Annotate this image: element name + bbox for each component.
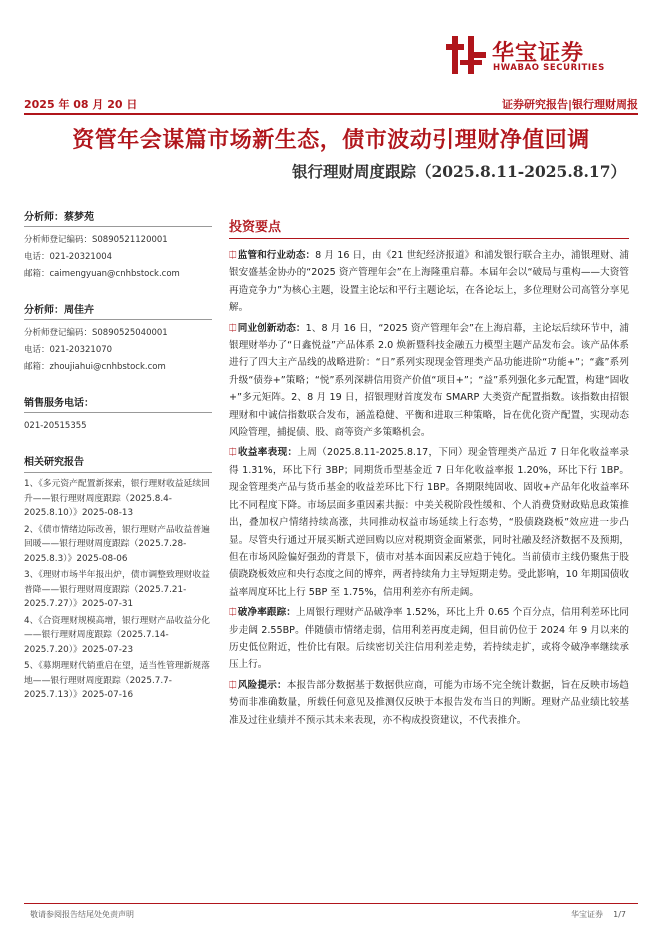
page-number: 1/7	[613, 910, 626, 919]
bullet-icon: ⎅	[229, 679, 237, 691]
analyst-name: 分析师：蔡梦苑	[24, 208, 212, 227]
paragraph-lead: 同业创新动态：	[237, 322, 306, 334]
analyst-reg-code: 分析师登记编码：S0890525040001	[24, 328, 168, 338]
paragraph-risk	[229, 677, 629, 729]
section-heading: 投资要点	[229, 216, 629, 239]
analyst-phone: 电话：021-20321004	[24, 252, 113, 262]
related-reports-title: 相关研究报告	[24, 453, 212, 473]
paragraph-regulation	[229, 247, 629, 317]
related-report-item[interactable]: 3、《理财市场半年报出炉，债市调整致理财收益普降——银行理财周度跟踪（2025.7.21-2025.7.27）》2025-07-31	[24, 570, 210, 609]
footer-divider	[24, 903, 638, 904]
analyst-block	[24, 301, 212, 376]
paragraph-text: 本报告部分数据基于数据供应商，可能为市场不完全统计数据，旨在反映市场趋势而非准确数量，所载任何意见及推测仅反映于本报告发布当日的判断。理财产品业绩比较基准及过往业绩并不预示其未来表现，亦不构成投资建议，不代表推介。	[229, 679, 630, 726]
report-date: 2025 年 08 月 20 日	[24, 98, 138, 111]
related-report-item[interactable]: 1、《多元资产配置新探索，银行理财收益延续回升——银行理财周度跟踪（2025.8.4-2025.8.10）》2025-08-13	[24, 479, 210, 518]
footer-company: 华宝证券	[570, 910, 603, 919]
paragraph-text: 8 月 16 日，由《21 世纪经济报道》和浦发银行联合主办，浦银理财、浦银安盛基金协办的“2025 资产管理年会”在上海隆重启幕。本届年会以“破局与重构——大资管再造竞争力”为核心主题，设置主论坛和平行主题论坛，在各论坛上，多位理财公司高管分享见解。	[229, 250, 630, 314]
main-content	[229, 216, 629, 732]
report-subtitle: 银行理财周度跟踪（2025.8.11-2025.8.17）	[291, 162, 626, 181]
logo-en-text: HWABAO SECURITIES	[493, 63, 605, 73]
paragraph-text: 上周（2025.8.11-2025.8.17，下同）现金管理类产品近 7 日年化收益率录得 1.31%，环比下行 3BP；同期货币型基金近 7 日年化收益率报 1.20%，环比下行 1BP。现金管理类产品与货币基金的收益差环比下行 1BP。各期限纯固收、固收+产品年化收益率环比不同程度下降。市场层面多重因素共振：中美关税阶段性缓和、个人消费贷财政贴息政策推出，叠加权户情绪持续高涨，共同推动权益市场延续上行态势，“股债跷跷板”效应进一步凸显。尽管央行通过开展买断式逆回购以应对税期资金面紧张，同时社融及经济数据不及预期，但在市场风险偏好强劲的背景下，债市对基本面因素反应趋于钝化。当前债市主线仍聚焦于股债跷跷板效应和央行态度之间的博弈，两者持续角力主导短期走势。受此影响，10 年期国债收益率周度环比上行 5BP 至 1.75%，信用利差亦有所走阔。	[229, 447, 629, 598]
report-category: 证券研究报告|银行理财周报	[501, 98, 638, 111]
related-report-item[interactable]: 2、《债市情绪边际改善，银行理财产品收益普遍回暖——银行理财周度跟踪（2025.7.28-2025.8.3）》2025-08-06	[24, 524, 210, 564]
footer-disclaimer: 敬请参阅报告结尾处免责声明	[30, 910, 134, 919]
sales-label: 销售服务电话：	[24, 394, 212, 413]
bullet-icon: ⎅	[229, 607, 237, 619]
paragraph-text: 上周银行理财产品破净率 1.52%，环比上升 0.65 个百分点，信用利差环比同步走阔 2.55BP。伴随债市情绪走弱，信用利差再度走阔，但目前仍位于 2024 年 9 月以来的历史低位附近，性价比有限。后续密切关注信用利差走势，若持续走扩，或将令破净率继续承压上行。	[229, 607, 629, 671]
bullet-icon: ⎅	[229, 250, 237, 261]
analyst-block	[24, 208, 212, 283]
report-title: 资管年会谋篇市场新生态，债市波动引理财净值回调	[72, 127, 590, 153]
analyst-email[interactable]: 邮箱：zhoujiahui@cnhbstock.com	[24, 362, 166, 372]
hwabao-logo-icon	[446, 34, 486, 76]
analyst-name: 分析师：周佳卉	[24, 301, 212, 320]
paragraph-break-net	[229, 604, 629, 674]
related-report-item[interactable]: 4、《合资理财规模高增，银行理财产品收益分化——银行理财周度跟踪（2025.7.14-2025.7.20）》2025-07-23	[24, 615, 210, 655]
paragraph-lead: 监管和行业动态：	[237, 250, 316, 261]
analyst-phone: 电话：021-20321070	[24, 345, 113, 355]
paragraph-yield	[229, 444, 629, 601]
sales-block	[24, 394, 212, 435]
paragraph-innovation	[229, 320, 629, 442]
report-header-bar	[24, 94, 638, 115]
paragraph-lead: 破净率跟踪：	[237, 607, 297, 619]
bullet-icon: ⎅	[229, 322, 237, 334]
analyst-email[interactable]: 邮箱：caimengyuan@cnhbstock.com	[24, 269, 180, 279]
company-logo	[446, 34, 622, 78]
sales-phone: 021-20515355	[24, 421, 87, 431]
footer-page-info	[571, 909, 626, 920]
sidebar	[24, 208, 212, 705]
related-report-item[interactable]: 5、《募期理财代销重启在望，适当性管理新规落地——银行理财周度跟踪（2025.7.7-2025.7.13）》2025-07-16	[24, 661, 210, 700]
logo-cn-text: 华宝证券	[492, 41, 585, 66]
bullet-icon: ⎅	[229, 447, 237, 459]
paragraph-lead: 风险提示：	[237, 679, 287, 691]
paragraph-text: 1、8 月 16 日，“2025 资产管理年会”在上海启幕，主论坛后续环节中，浦银理财举办了“日鑫悦益”产品体系 2.0 焕新暨科技金融五力模型主题产品发布会。该产品体系进行了四大主产品线的战略进阶：“日”系列实现现金管理类产品功能进阶“功能+”；“鑫”系列升级“债券+”策略；“悦”系列深耕信用资产价值“项目+”；“益”系列强化多元配置，构建“固收+”多元矩阵。2、8 月 19 日，招银理财首度发布 SMARP 大类资产配置指数。该指数由招银理财和中诚信指数联合发布，涵盖稳健、平衡和进取三种策略，旨在优化资产配置，实现动态风险管理，捕捉债、股、商等资产多策略机会。	[229, 322, 630, 439]
analyst-reg-code: 分析师登记编码：S0890521120001	[24, 235, 168, 245]
paragraph-lead: 收益率表现：	[237, 447, 298, 459]
